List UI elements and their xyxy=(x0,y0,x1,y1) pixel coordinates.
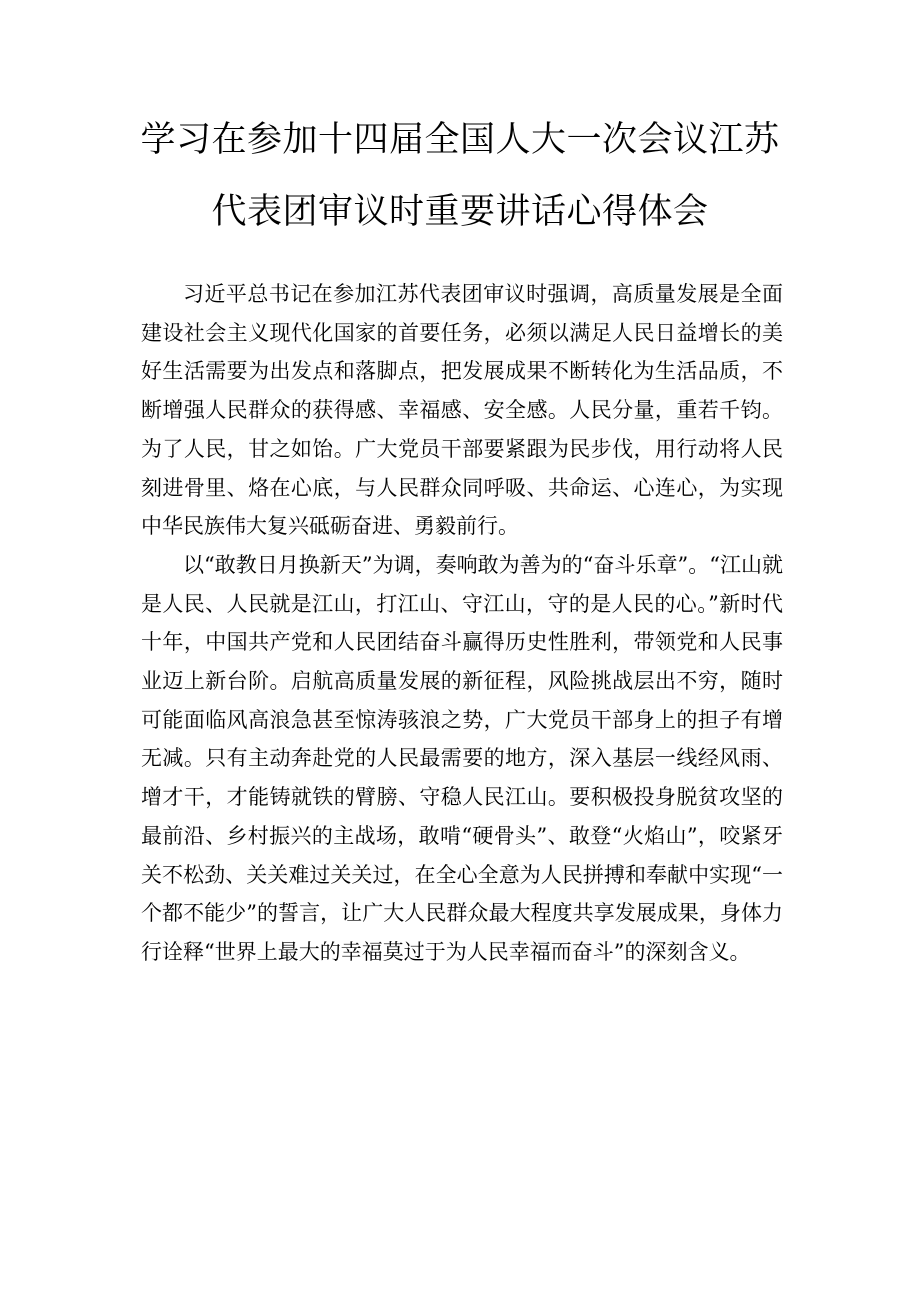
document-title-line-2: 代表团审议时重要讲话心得体会 xyxy=(211,192,709,232)
body-paragraph-1: 习近平总书记在参加江苏代表团审议时强调，高质量发展是全面建设社会主义现代化国家的首要任务，必须以满足人民日益增长的美好生活需要为出发点和落脚点，把发展成果不断转化为生活品质，不断增强人民群众的获得感、幸福感、安全感。人民分量，重若千钧。为了人民，甘之如饴。广大党员干部要紧跟为民步伐，用行动将人民刻进骨里、烙在心底，与人民群众同呼吸、共命运、心连心，为实现中华民族伟大复兴砥砺奋进、勇毅前行。 xyxy=(141,282,783,539)
document-body xyxy=(141,275,783,972)
body-paragraph-2: 以“敢教日月换新天”为调，奏响敢为善为的“奋斗乐章”。“江山就是人民、人民就是江山，打江山、守江山，守的是人民的心。”新时代十年，中国共产党和人民团结奋斗赢得历史性胜利，带领党和人民事业迈上新台阶。启航高质量发展的新征程，风险挑战层出不穷，随时可能面临风高浪急甚至惊涛骇浪之势，广大党员干部身上的担子有增无减。只有主动奔赴党的人民最需要的地方，深入基层一线经风雨、增才干，才能铸就铁的臂膀、守稳人民江山。要积极投身脱贫攻坚的最前沿、乡村振兴的主战场，敢啃“硬骨头”、敢登“火焰山”，咬紧牙关不松劲、关关难过关关过，在全心全意为人民拼搏和奉献中实现“一个都不能少”的誓言，让广大人民群众最大程度共享发展成果，身体力行诠释“世界上最大的幸福莫过于为人民幸福而奋斗”的深刻含义。 xyxy=(141,552,783,964)
document-title-line-1: 学习在参加十四届全国人大一次会议江苏 xyxy=(140,120,780,160)
